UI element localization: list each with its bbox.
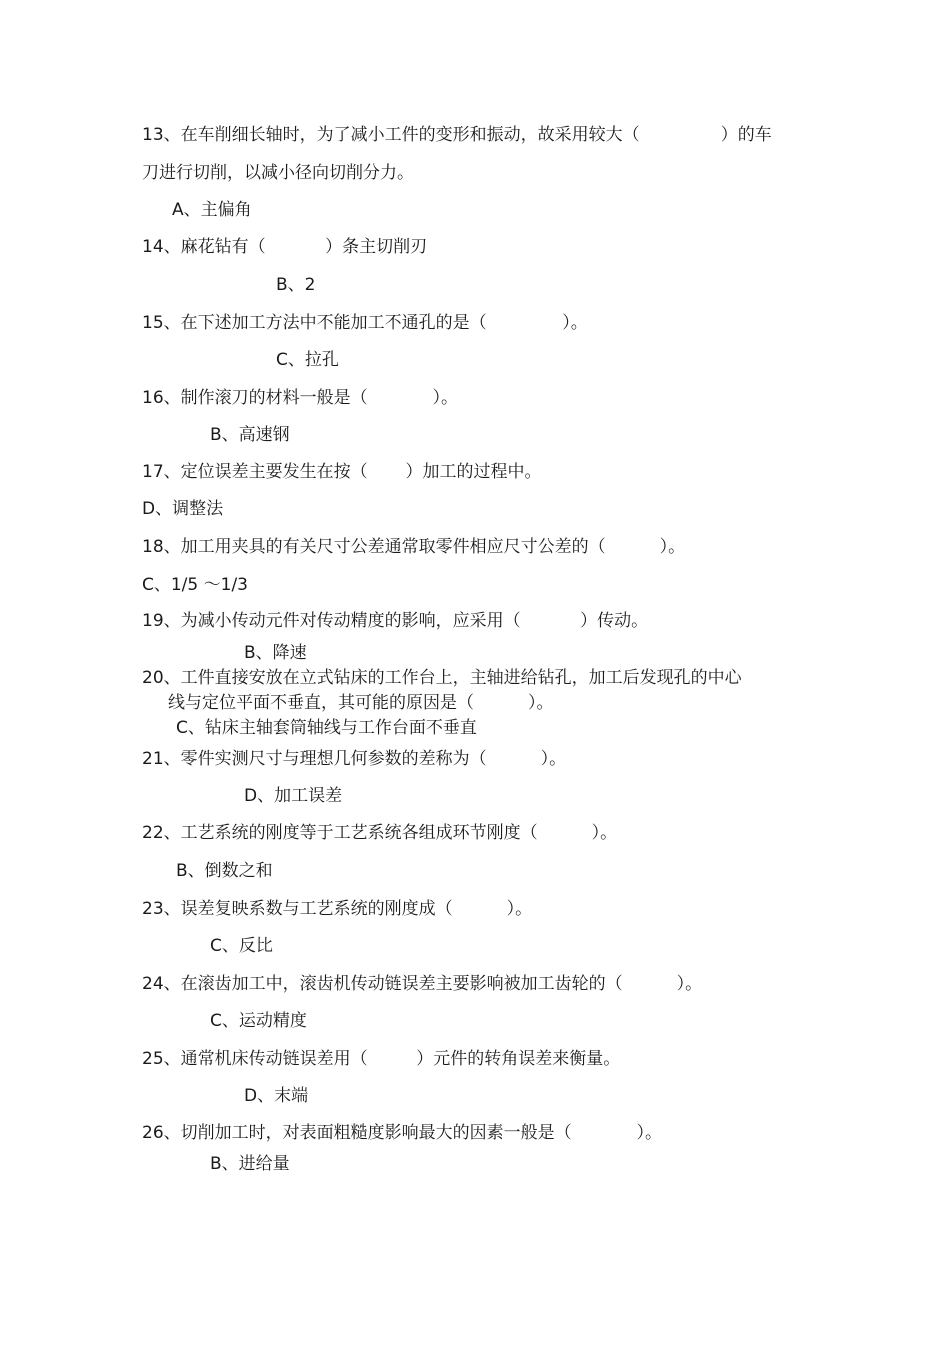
answer-19: B、降速 [244,643,307,663]
question-15: 15、在下述加工方法中不能加工不通孔的是（ ）。 [142,313,588,333]
question-23: 23、误差复映系数与工艺系统的刚度成（ ）。 [142,899,533,919]
answer-21: D、加工误差 [244,786,343,806]
question-22: 22、工艺系统的刚度等于工艺系统各组成环节刚度（ ）。 [142,823,618,843]
answer-23: C、反比 [210,936,273,956]
question-25: 25、通常机床传动链误差用（ ）元件的转角误差来衡量。 [142,1049,621,1069]
question-18: 18、加工用夹具的有关尺寸公差通常取零件相应尺寸公差的（ ）。 [142,537,686,557]
answer-13: A、主偏角 [172,200,252,220]
answer-15: C、拉孔 [276,350,339,370]
answer-25: D、末端 [244,1086,309,1106]
question-13-line-1: 13、在车削细长轴时，为了减小工件的变形和振动，故采用较大（ ）的车 [142,125,772,145]
question-17: 17、定位误差主要发生在按（ ）加工的过程中。 [142,462,542,482]
question-24: 24、在滚齿加工中，滚齿机传动链误差主要影响被加工齿轮的（ ）。 [142,974,703,994]
answer-14: B、2 [276,275,316,295]
question-16: 16、制作滚刀的材料一般是（ ）。 [142,388,458,408]
question-20-line-2: 线与定位平面不垂直，其可能的原因是（ ）。 [168,693,554,713]
answer-24: C、运动精度 [210,1011,307,1031]
question-14: 14、麻花钻有（ ）条主切削刃 [142,237,428,257]
answer-16: B、高速钢 [210,425,290,445]
answer-22: B、倒数之和 [176,861,273,881]
question-19: 19、为减小传动元件对传动精度的影响，应采用（ ）传动。 [142,611,649,631]
question-21: 21、零件实测尺寸与理想几何参数的差称为（ ）。 [142,749,567,769]
answer-20: C、钻床主轴套筒轴线与工作台面不垂直 [176,718,477,738]
answer-17: D、调整法 [142,499,224,519]
answer-26: B、进给量 [210,1154,290,1174]
question-20-line-1: 20、工件直接安放在立式钻床的工作台上，主轴进给钻孔，加工后发现孔的中心 [142,668,742,688]
question-13-line-2: 刀进行切削，以减小径向切削分力。 [142,163,414,183]
question-26: 26、切削加工时，对表面粗糙度影响最大的因素一般是（ ）。 [142,1123,662,1143]
answer-18: C、1/5 ～1/3 [142,575,248,595]
